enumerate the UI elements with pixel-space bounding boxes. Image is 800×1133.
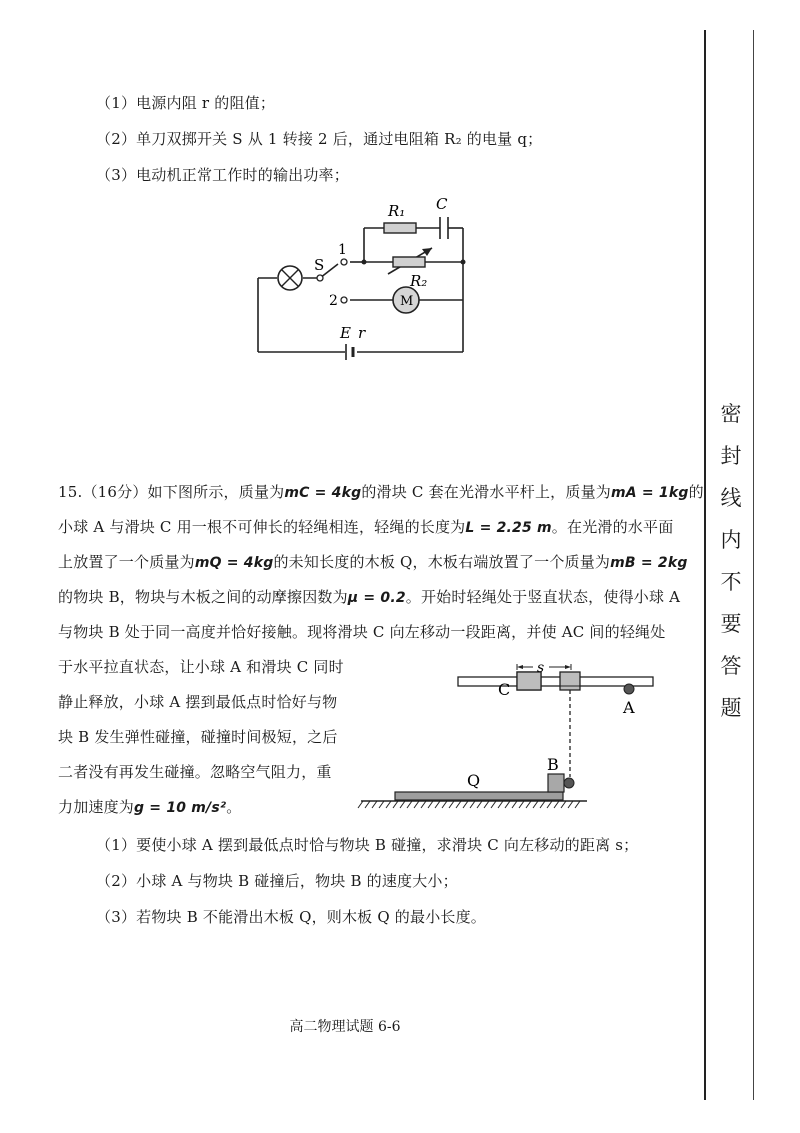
- ground-hatch: [519, 801, 524, 808]
- q15-line-9: 二者没有再发生碰撞。忽略空气阻力，重: [58, 763, 332, 781]
- label-r: r: [358, 324, 366, 342]
- margin-border: [753, 30, 754, 1100]
- seal-char: 题: [720, 696, 742, 720]
- ground-hatch: [456, 801, 461, 808]
- seal-char: 要: [720, 612, 742, 636]
- ground-hatch: [512, 801, 517, 808]
- label-c: C: [436, 195, 448, 213]
- rope-length: L = 2.25 m: [465, 520, 552, 536]
- q15-text: 小球 A 与滑块 C 用一根不可伸长的轻绳相连，轻绳的长度为: [58, 518, 466, 536]
- seal-char: 线: [720, 486, 742, 510]
- q15-text: 的未知长度的木板 Q，木板右端放置了一个质量为: [273, 553, 611, 571]
- q15-text: 。开始时轻绳处于竖直状态，使得小球 A: [405, 588, 681, 606]
- q14-sub-3: （3）电动机正常工作时的输出功率；: [96, 166, 349, 184]
- seal-warning: [718, 398, 744, 734]
- ground-hatch: [358, 801, 363, 808]
- ground-hatch: [463, 801, 468, 808]
- q15-text: 。: [226, 798, 242, 816]
- q15-line-10: [58, 796, 241, 817]
- label-a: A: [623, 698, 635, 717]
- label-motor: M: [400, 294, 414, 309]
- ground-hatch: [414, 801, 419, 808]
- seal-char: 不: [720, 570, 742, 594]
- ground-hatch: [393, 801, 398, 808]
- q15-line-8: 块 B 发生弹性碰撞，碰撞时间极短，之后: [58, 728, 338, 746]
- ground-hatch: [372, 801, 377, 808]
- mechanics-figure: [355, 655, 665, 815]
- ground-hatch: [505, 801, 510, 808]
- label-r1: R₁: [388, 202, 406, 220]
- q15-text: 的: [688, 483, 704, 501]
- ground-hatch: [484, 801, 489, 808]
- q15-line-1: [58, 481, 704, 502]
- binding-line: [704, 30, 706, 1100]
- ground-hatch: [533, 801, 538, 808]
- ground-hatch: [568, 801, 573, 808]
- ground-hatch: [491, 801, 496, 808]
- q15-text: 15.（16分）如下图所示，质量为: [58, 483, 285, 501]
- friction-coefficient: μ = 0.2: [347, 590, 406, 606]
- ground-hatch: [435, 801, 440, 808]
- label-q: Q: [467, 771, 481, 790]
- page-footer: 高二物理试题 6-6: [289, 1019, 401, 1035]
- q15-sub-1: （1）要使小球 A 摆到最低点时恰与物块 B 碰撞，求滑块 C 向左移动的距离 s；: [96, 836, 639, 854]
- q15-text: 的物块 B，物块与木板之间的动摩擦因数为: [58, 588, 348, 606]
- ground-hatch: [470, 801, 475, 808]
- ground-hatch: [400, 801, 405, 808]
- mass-a: mA = 1kg: [610, 485, 689, 501]
- seal-char: 密: [720, 402, 742, 426]
- label-s: s: [537, 660, 545, 676]
- ball-a-bottom: [564, 778, 574, 788]
- ground-hatch: [379, 801, 384, 808]
- q15-line-2: [58, 516, 673, 537]
- resistor-r1: [384, 223, 416, 233]
- mass-c: mC = 4kg: [284, 485, 362, 501]
- circuit-diagram: [250, 190, 480, 370]
- q15-line-5: 与物块 B 处于同一高度并恰好接触。现将滑块 C 向左移动一段距离，并使 AC 间的轻绳处: [58, 623, 666, 641]
- ground-hatch: [421, 801, 426, 808]
- seal-char: 答: [720, 654, 742, 678]
- q15-line-6: 于水平拉直状态，让小球 A 和滑块 C 同时: [58, 658, 344, 676]
- label-b: B: [547, 755, 559, 774]
- label-pos-1: 1: [338, 242, 347, 258]
- label-s: S: [314, 256, 325, 274]
- ground-hatch: [526, 801, 531, 808]
- q15-text: 的滑块 C 套在光滑水平杆上，质量为: [361, 483, 611, 501]
- q15-line-4: [58, 586, 680, 607]
- seal-char: 内: [720, 528, 742, 552]
- block-b: [548, 774, 564, 792]
- ball-a: [624, 684, 634, 694]
- q15-text: 上放置了一个质量为: [58, 553, 195, 571]
- gravity-value: g = 10 m/s²: [134, 800, 227, 816]
- ground-hatch: [554, 801, 559, 808]
- ground-hatch: [477, 801, 482, 808]
- seal-char: 封: [720, 444, 742, 468]
- resistor-box-r2: [393, 257, 425, 267]
- ground-hatch: [561, 801, 566, 808]
- label-r2: R₂: [410, 272, 428, 290]
- ground-hatch: [498, 801, 503, 808]
- ground-hatch: [442, 801, 447, 808]
- block-c-right: [560, 672, 580, 690]
- mass-q: mQ = 4kg: [194, 555, 274, 571]
- q15-sub-2: （2）小球 A 与物块 B 碰撞后，物块 B 的速度大小；: [96, 872, 458, 890]
- ground-hatch: [365, 801, 370, 808]
- q14-sub-1: （1）电源内阻 r 的阻值；: [96, 94, 276, 112]
- label-e: E: [340, 324, 351, 342]
- ground-hatch: [540, 801, 545, 808]
- q15-line-3: [58, 551, 688, 572]
- board-q: [395, 792, 563, 800]
- label-pos-2: 2: [329, 293, 338, 309]
- label-c: C: [498, 680, 511, 699]
- ground-hatch: [449, 801, 454, 808]
- ground-hatch: [407, 801, 412, 808]
- ground-hatch: [547, 801, 552, 808]
- q14-sub-2: （2）单刀双掷开关 S 从 1 转接 2 后，通过电阻箱 R₂ 的电量 q；: [96, 130, 543, 148]
- ground-hatch: [428, 801, 433, 808]
- q15-sub-3: （3）若物块 B 不能滑出木板 Q，则木板 Q 的最小长度。: [96, 908, 487, 926]
- q15-text: 力加速度为: [58, 798, 135, 816]
- mass-b: mB = 2kg: [610, 555, 688, 571]
- q15-line-7: 静止释放，小球 A 摆到最低点时恰好与物: [58, 693, 338, 711]
- q15-text: 。在光滑的水平面: [551, 518, 674, 536]
- ground-hatch: [575, 801, 580, 808]
- ground-hatch: [386, 801, 391, 808]
